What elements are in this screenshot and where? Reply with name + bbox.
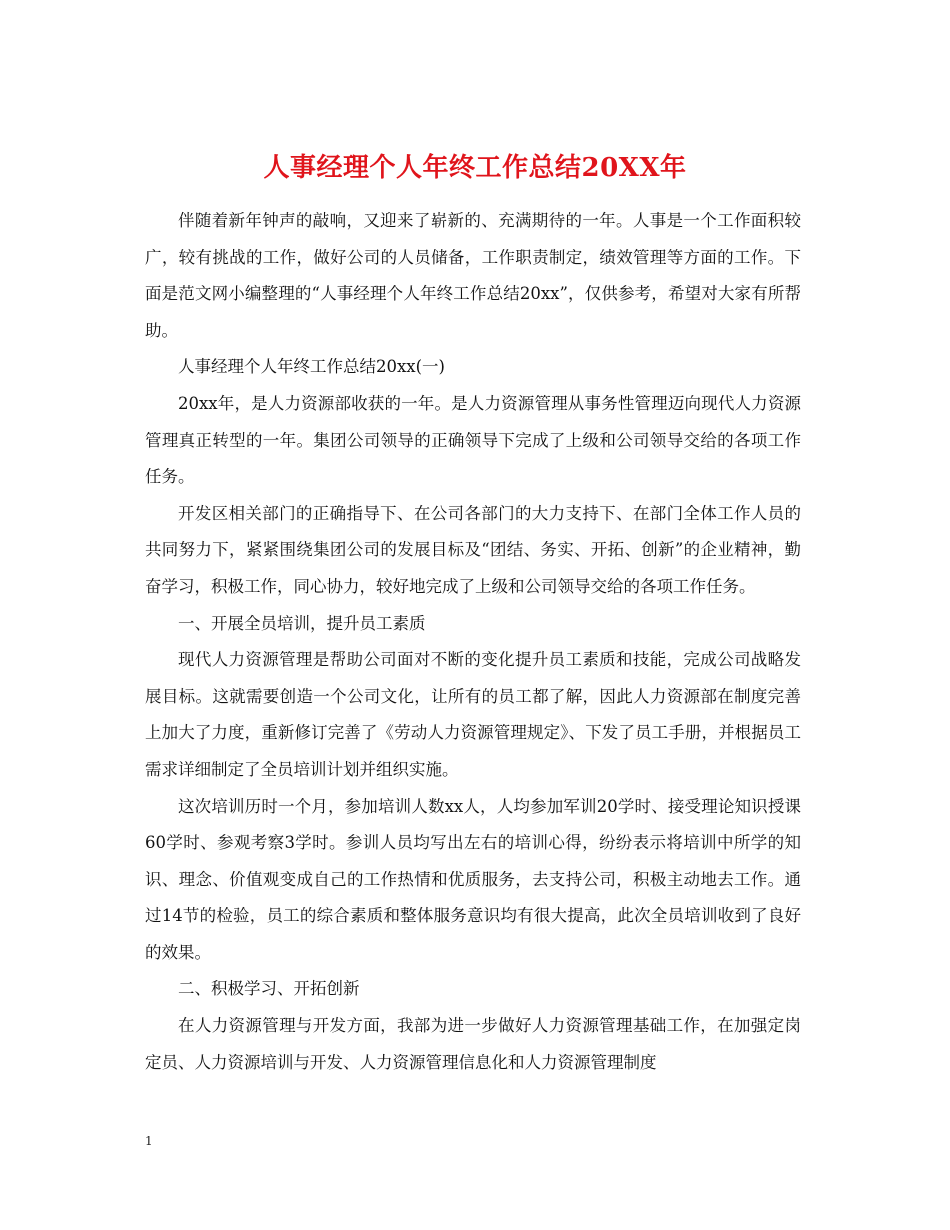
section-heading-part-one: 人事经理个人年终工作总结20xx(一) — [178, 357, 445, 377]
body-paragraph: 现代人力资源管理是帮助公司面对不断的变化提升员工素质和技能，完成公司战略发展目标。这就需要创造一个公司文化，让所有的员工都了解，因此人力资源部在制度完善上加大了力度，重新修订完善了《劳动人力资源管理规定》、下发了员工手册，并根据员工需求详细制定了全员培训计划并组织实施。 — [145, 650, 801, 779]
body-paragraph: 20xx年，是人力资源部收获的一年。是人力资源管理从事务性管理迈向现代人力资源管理真正转型的一年。集团公司领导的正确领导下完成了上级和公司领导交给的各项工作任务。 — [145, 393, 801, 487]
body-paragraph: 在人力资源管理与开发方面，我部为进一步做好人力资源管理基础工作，在加强定岗定员、人力资源培训与开发、人力资源管理信息化和人力资源管理制度 — [145, 1016, 801, 1072]
document-title: 人事经理个人年终工作总结20XX年 — [263, 153, 687, 184]
section-heading-innovation: 二、积极学习、开拓创新 — [178, 979, 360, 999]
body-paragraph: 这次培训历时一个月，参加培训人数xx人，人均参加军训20学时、接受理论知识授课60学时、参观考察3学时。参训人员均写出左右的培训心得，纷纷表示将培训中所学的知识、理念、价值观变成自己的工作热情和优质服务，去支持公司，积极主动地去工作。通过14节的检验，员工的综合素质和整体服务意识均有很大提高，此次全员培训收到了良好的效果。 — [145, 796, 801, 962]
body-paragraph: 开发区相关部门的正确指导下、在公司各部门的大力支持下、在部门全体工作人员的共同努力下，紧紧围绕集团公司的发展目标及“团结、务实、开拓、创新”的企业精神，勤奋学习，积极工作，同心协力，较好地完成了上级和公司领导交给的各项工作任务。 — [145, 503, 801, 596]
page-number: 1 — [145, 1134, 153, 1148]
document-body — [145, 203, 801, 1081]
section-heading-training: 一、开展全员培训，提升员工素质 — [178, 613, 426, 633]
intro-paragraph: 伴随着新年钟声的敲响，又迎来了崭新的、充满期待的一年。人事是一个工作面积较广，较有挑战的工作，做好公司的人员储备，工作职责制定，绩效管理等方面的工作。下面是范文网小编整理的“人事经理个人年终工作总结20xx”，仅供参考，希望对大家有所帮助。 — [145, 211, 801, 340]
